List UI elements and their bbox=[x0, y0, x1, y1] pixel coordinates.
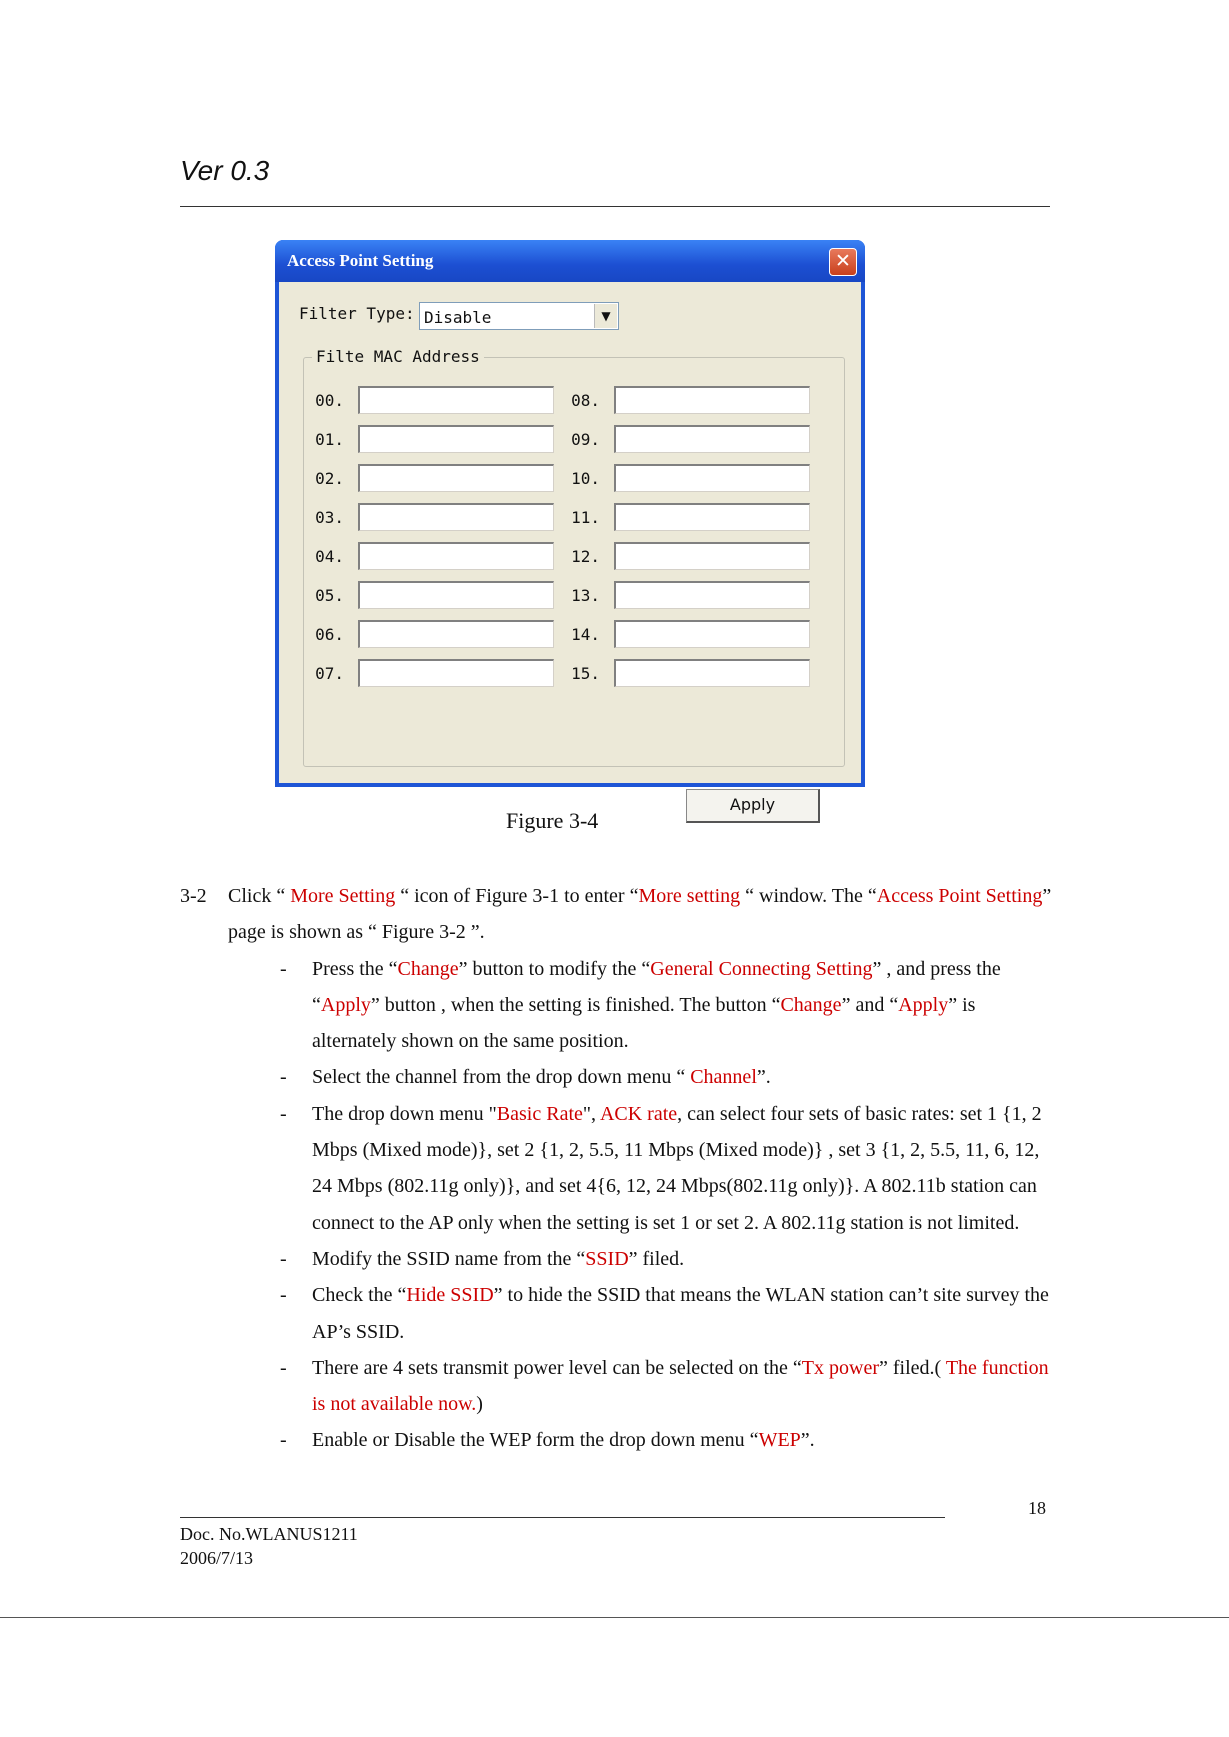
text-run: Select the channel from the drop down menu “ bbox=[312, 1066, 691, 1089]
filter-mac-address-legend: Filte MAC Address bbox=[312, 347, 484, 366]
text-run: ” to hide the SSID that means the WLAN station can’t site survey the AP’s SSID. bbox=[312, 1284, 1049, 1343]
highlighted-term: General Connecting Setting bbox=[650, 957, 873, 980]
text-run: “ icon of Figure 3-1 to enter “ bbox=[395, 885, 639, 907]
mac-address-input[interactable] bbox=[614, 620, 810, 648]
text-run: ” button , when the setting is finished. The button “ bbox=[370, 993, 781, 1016]
mac-label: 12. bbox=[571, 547, 600, 566]
version-header: Ver 0.3 bbox=[180, 155, 270, 186]
doc-number: Doc. No.WLANUS1211 bbox=[180, 1524, 358, 1544]
filter-type-label: Filter Type: bbox=[299, 304, 415, 323]
mac-address-input[interactable] bbox=[358, 542, 554, 570]
mac-label: 07. bbox=[315, 664, 344, 683]
highlighted-term: More setting bbox=[638, 885, 741, 907]
list-item bbox=[280, 1241, 1060, 1277]
section-body bbox=[180, 878, 1060, 1459]
dialog-titlebar[interactable] bbox=[275, 240, 865, 282]
mac-address-input[interactable] bbox=[358, 581, 554, 609]
mac-address-input[interactable] bbox=[614, 581, 810, 609]
mac-label: 01. bbox=[315, 430, 344, 449]
text-run: Check the “ bbox=[312, 1284, 407, 1307]
mac-address-input[interactable] bbox=[614, 464, 810, 492]
mac-label: 11. bbox=[571, 508, 600, 527]
filter-type-value: Disable bbox=[424, 308, 492, 327]
instruction-list bbox=[180, 951, 1060, 1459]
footer-rule bbox=[180, 1517, 945, 1518]
apply-button[interactable]: Apply bbox=[686, 789, 820, 823]
highlighted-term: Tx power bbox=[801, 1356, 879, 1379]
filter-mac-address-group bbox=[303, 347, 845, 814]
text-run: “ window. The “ bbox=[740, 885, 877, 907]
access-point-setting-dialog bbox=[275, 240, 865, 814]
text-run: ” , and press the “ bbox=[312, 957, 1001, 1016]
mac-label: 10. bbox=[571, 469, 600, 488]
highlighted-term: SSID bbox=[585, 1247, 629, 1270]
text-run: ” is alternately shown on the same position. bbox=[312, 993, 976, 1053]
mac-address-input[interactable] bbox=[614, 386, 810, 414]
mac-label: 08. bbox=[571, 391, 600, 410]
text-run: There are 4 sets transmit power level can be selected on the “ bbox=[312, 1356, 802, 1379]
text-run: Click “ bbox=[228, 885, 291, 907]
mac-address-input[interactable] bbox=[614, 425, 810, 453]
text-run: , can select four sets of basic rates: set 1 {1, 2 Mbps (Mixed mode)}, set 2 {1, 2, 5.5, 11 Mbps (Mixed mode)} , set 3 {1, 2, 5.5, 11, 6, 12, 24 Mbps (802.11g only)}, and set 4{6, 12, 24 Mbps(802.11g only)}. A 802.11b station can connect to the AP only when the setting is set 1 or set 2. A 802.11g station is not limited. bbox=[312, 1102, 1042, 1234]
mac-address-input[interactable] bbox=[358, 386, 554, 414]
mac-label: 13. bbox=[571, 586, 600, 605]
mac-address-input[interactable] bbox=[358, 659, 554, 687]
highlighted-term: ACK rate bbox=[599, 1102, 678, 1125]
section-intro-text bbox=[228, 878, 1060, 951]
text-run: ” page is shown as “ Figure 3-2 ”. bbox=[228, 885, 1052, 944]
doc-date: 2006/7/13 bbox=[180, 1548, 254, 1568]
highlighted-term: Basic Rate bbox=[496, 1102, 583, 1125]
text-run: ” and “ bbox=[841, 993, 899, 1016]
mac-label: 15. bbox=[571, 664, 600, 683]
text-run: ”. bbox=[756, 1066, 771, 1089]
list-item bbox=[280, 1350, 1060, 1423]
close-icon[interactable]: ✕ bbox=[829, 248, 857, 276]
highlighted-term: The function is not available now. bbox=[312, 1356, 1049, 1416]
text-run: Enable or Disable the WEP form the drop down menu “ bbox=[312, 1429, 759, 1452]
mac-label: 06. bbox=[315, 625, 344, 644]
page-number: 18 bbox=[1028, 1498, 1046, 1518]
mac-address-input[interactable] bbox=[358, 503, 554, 531]
chevron-down-icon[interactable]: ▼ bbox=[594, 304, 617, 328]
highlighted-term: Channel bbox=[690, 1066, 757, 1089]
highlighted-term: More Setting bbox=[290, 885, 396, 907]
mac-label: 00. bbox=[315, 391, 344, 410]
section-intro bbox=[180, 878, 1060, 951]
text-run: ", bbox=[582, 1102, 600, 1125]
text-run: ” filed. bbox=[628, 1247, 685, 1270]
mac-address-input[interactable] bbox=[358, 425, 554, 453]
mac-label: 09. bbox=[571, 430, 600, 449]
list-item bbox=[280, 1277, 1060, 1350]
text-run: The drop down menu " bbox=[312, 1102, 497, 1125]
text-run: Press the “ bbox=[312, 957, 398, 980]
filter-type-select[interactable] bbox=[419, 302, 619, 330]
highlighted-term: Change bbox=[397, 957, 459, 980]
figure-caption: Figure 3-4 bbox=[506, 808, 599, 833]
highlighted-term: WEP bbox=[758, 1429, 801, 1452]
mac-address-input[interactable] bbox=[614, 503, 810, 531]
section-number: 3-2 bbox=[180, 885, 207, 907]
dialog-title: Access Point Setting bbox=[287, 251, 434, 270]
mac-address-input[interactable] bbox=[358, 620, 554, 648]
list-item bbox=[280, 1096, 1060, 1241]
mac-label: 04. bbox=[315, 547, 344, 566]
highlighted-term: Apply bbox=[320, 993, 371, 1016]
dialog-client-area bbox=[279, 282, 861, 814]
highlighted-term: Access Point Setting bbox=[876, 885, 1043, 907]
text-run: ) bbox=[476, 1393, 483, 1416]
text-run: ” button to modify the “ bbox=[458, 957, 651, 980]
text-run: Modify the SSID name from the “ bbox=[312, 1247, 586, 1270]
text-run: ” filed.( bbox=[879, 1356, 946, 1379]
mac-label: 05. bbox=[315, 586, 344, 605]
page-break-rule bbox=[0, 1617, 1229, 1618]
list-item bbox=[280, 951, 1060, 1060]
highlighted-term: Change bbox=[780, 993, 842, 1016]
highlighted-term: Hide SSID bbox=[406, 1284, 494, 1307]
mac-label: 14. bbox=[571, 625, 600, 644]
footer-doc-info bbox=[180, 1522, 358, 1570]
mac-label: 02. bbox=[315, 469, 344, 488]
mac-label: 03. bbox=[315, 508, 344, 527]
list-item bbox=[280, 1059, 1060, 1095]
header-rule bbox=[180, 206, 1050, 207]
highlighted-term: Apply bbox=[898, 993, 949, 1016]
mac-address-input[interactable] bbox=[614, 659, 810, 687]
list-item bbox=[280, 1422, 1060, 1458]
mac-address-input[interactable] bbox=[614, 542, 810, 570]
text-run: ”. bbox=[800, 1429, 815, 1452]
mac-address-input[interactable] bbox=[358, 464, 554, 492]
